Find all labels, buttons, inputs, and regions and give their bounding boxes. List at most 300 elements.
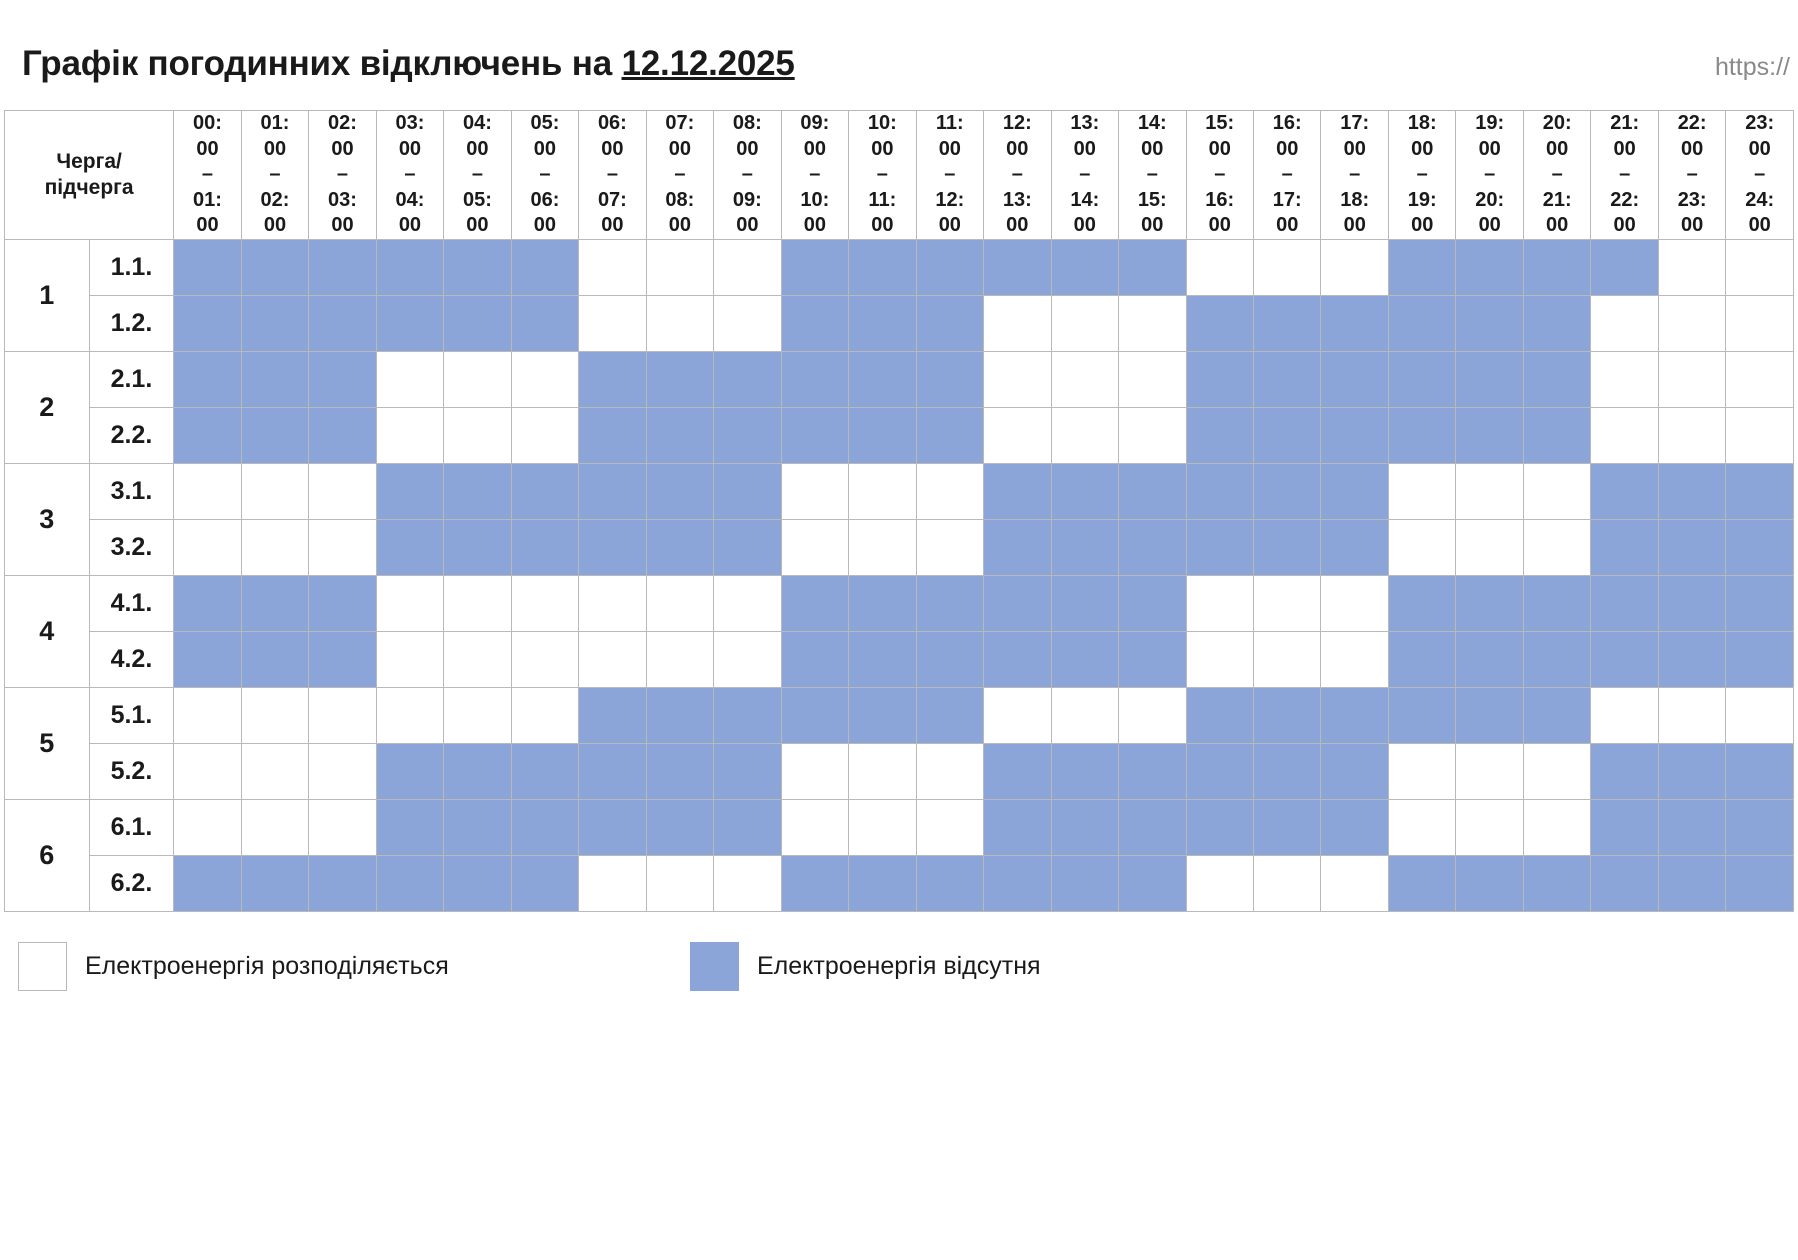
hour-header [1658,111,1725,240]
table-row [5,799,1794,855]
cell-power-off [1119,463,1186,519]
cell-power-on [444,631,511,687]
cell-power-off [1591,631,1658,687]
cell-power-on [916,799,983,855]
cell-power-off [1186,743,1253,799]
cell-power-on [1456,463,1523,519]
hour-end-hh: 24: [1745,188,1775,211]
cell-power-off [174,351,241,407]
hour-start-mm: 00 [1681,137,1704,160]
cell-power-off [1119,799,1186,855]
cell-power-off [1321,407,1388,463]
hour-start-hh: 03: [395,112,425,134]
cell-power-off [241,351,308,407]
hour-header [241,111,308,240]
table-row [5,519,1794,575]
cell-power-off [1321,463,1388,519]
cell-power-on [241,519,308,575]
cell-power-on [1658,351,1725,407]
cell-power-off [1051,799,1118,855]
cell-power-off [1658,799,1725,855]
hour-end-hh: 23: [1677,188,1707,211]
hour-start-hh: 15: [1205,112,1235,134]
cell-power-on [241,743,308,799]
hour-start-mm: 00 [803,137,826,160]
cell-power-on [376,407,443,463]
cell-power-off [781,407,848,463]
hour-start-mm: 00 [1411,137,1434,160]
cell-power-off [1254,463,1321,519]
cell-power-on [309,519,376,575]
cell-power-off [714,351,781,407]
hour-end-hh: 11: [868,188,897,211]
cell-power-off [376,295,443,351]
cell-power-off [916,351,983,407]
cell-power-off [309,407,376,463]
cell-power-off [646,407,713,463]
cell-power-off [579,407,646,463]
cell-power-on [646,295,713,351]
cell-power-on [1591,407,1658,463]
hour-start-hh: 00: [193,112,222,134]
cell-power-off [1726,575,1794,631]
corner-header-line2: підчерга [44,175,134,199]
cell-power-off [174,295,241,351]
cell-power-on [1523,743,1590,799]
cell-power-off [444,519,511,575]
cell-power-off [916,575,983,631]
cell-power-on [714,295,781,351]
cell-power-on [1186,631,1253,687]
cell-power-off [1456,687,1523,743]
cell-power-off [241,575,308,631]
hour-header [309,111,376,240]
cell-power-off [1726,743,1794,799]
hour-start-hh: 23: [1745,112,1775,134]
cell-power-on [1388,799,1455,855]
table-row [5,575,1794,631]
cell-power-on [984,407,1051,463]
hour-start-hh: 17: [1340,112,1370,134]
cell-power-off [849,351,916,407]
cell-power-off [241,631,308,687]
cell-power-off [1051,855,1118,911]
hour-end-hh: 09: [732,188,762,211]
cell-power-off [241,855,308,911]
cell-power-off [1119,855,1186,911]
cell-power-on [714,631,781,687]
cell-power-on [174,799,241,855]
hour-header [646,111,713,240]
table-row [5,463,1794,519]
cell-power-off [1658,743,1725,799]
legend-item-power-off [690,942,1041,991]
cell-power-off [1591,575,1658,631]
cell-power-off [1726,519,1794,575]
hour-dash: – [1619,163,1631,186]
cell-power-on [174,463,241,519]
hour-end-hh: 15: [1137,188,1167,211]
cell-power-on [1658,295,1725,351]
subqueue-label: 2.2. [89,407,174,463]
cell-power-off [714,687,781,743]
hour-dash: – [1079,163,1091,186]
hour-header [781,111,848,240]
hour-start-mm: 00 [1546,137,1569,160]
cell-power-on [376,631,443,687]
cell-power-on [1321,631,1388,687]
hour-end-mm: 00 [736,214,759,237]
hour-header [714,111,781,240]
cell-power-on [1119,687,1186,743]
hour-start-mm: 00 [1478,137,1501,160]
cell-power-on [1726,687,1794,743]
hour-end-hh: 17: [1272,188,1302,211]
table-row [5,407,1794,463]
cell-power-on [511,687,578,743]
cell-power-on [579,295,646,351]
cell-power-off [511,519,578,575]
cell-power-on [1658,687,1725,743]
cell-power-on [1186,575,1253,631]
hour-end-mm: 00 [1343,214,1366,237]
cell-power-on [916,519,983,575]
cell-power-off [984,575,1051,631]
cell-power-on [309,743,376,799]
hour-start-hh: 13: [1070,112,1100,134]
cell-power-off [1726,463,1794,519]
cell-power-off [174,239,241,295]
cell-power-on [511,631,578,687]
cell-power-off [1254,519,1321,575]
queue-label: 6 [5,799,90,911]
cell-power-off [1658,855,1725,911]
cell-power-off [1388,631,1455,687]
cell-power-off [1523,687,1590,743]
cell-power-off [1186,407,1253,463]
subqueue-label: 2.1. [89,351,174,407]
hour-start-hh: 04: [462,112,492,134]
cell-power-off [1186,519,1253,575]
cell-power-on [984,351,1051,407]
hour-start-hh: 11: [935,112,964,134]
hour-end-hh: 01: [193,188,222,211]
hour-dash: – [876,163,888,186]
cell-power-off [1321,519,1388,575]
cell-power-on [1726,407,1794,463]
cell-power-off [1523,351,1590,407]
cell-power-off [1321,799,1388,855]
hour-dash: – [404,163,416,186]
cell-power-off [1388,239,1455,295]
hour-start-hh: 02: [328,112,357,134]
page-title-date: 12.12.2025 [621,44,795,83]
cell-power-off [1456,351,1523,407]
hour-start-mm: 00 [736,137,759,160]
cell-power-off [511,855,578,911]
hour-start-mm: 00 [601,137,624,160]
cell-power-on [1658,407,1725,463]
hour-start-mm: 00 [196,137,219,160]
cell-power-on [1456,799,1523,855]
hour-end-mm: 00 [1208,214,1231,237]
cell-power-on [714,239,781,295]
corner-header-line1: Черга/ [56,150,122,174]
table-row [5,631,1794,687]
hour-dash: – [471,163,483,186]
subqueue-label: 6.2. [89,855,174,911]
hour-end-hh: 05: [462,188,492,211]
hour-start-mm: 00 [1343,137,1366,160]
cell-power-off [1321,687,1388,743]
cell-power-on [646,855,713,911]
cell-power-off [376,519,443,575]
cell-power-on [1726,239,1794,295]
cell-power-on [1051,295,1118,351]
hour-end-mm: 00 [938,214,961,237]
cell-power-off [444,855,511,911]
cell-power-off [714,519,781,575]
hour-end-mm: 00 [1006,214,1029,237]
cell-power-off [781,295,848,351]
cell-power-on [1119,295,1186,351]
cell-power-on [309,463,376,519]
hour-end-mm: 00 [1276,214,1299,237]
legend-swatch-off [690,942,739,991]
hour-dash: – [1011,163,1023,186]
cell-power-off [309,631,376,687]
cell-power-off [1456,407,1523,463]
cell-power-off [1523,295,1590,351]
cell-power-off [444,799,511,855]
hour-start-hh: 07: [665,112,695,134]
cell-power-on [916,743,983,799]
hour-start-hh: 21: [1610,112,1640,134]
cell-power-off [511,463,578,519]
cell-power-on [1388,743,1455,799]
cell-power-off [916,239,983,295]
cell-power-off [1186,687,1253,743]
cell-power-off [1456,855,1523,911]
cell-power-off [1254,799,1321,855]
cell-power-off [984,519,1051,575]
cell-power-off [849,295,916,351]
cell-power-on [781,463,848,519]
subqueue-label: 6.1. [89,799,174,855]
hour-header [1523,111,1590,240]
hour-end-mm: 00 [668,214,691,237]
hour-start-hh: 18: [1407,112,1437,134]
hour-dash: – [336,163,349,186]
cell-power-off [984,463,1051,519]
cell-power-off [1591,463,1658,519]
hour-end-hh: 07: [597,188,627,211]
cell-power-off [1321,351,1388,407]
hour-header [579,111,646,240]
cell-power-on [174,743,241,799]
table-row [5,351,1794,407]
hour-header [1591,111,1658,240]
cell-power-off [1388,687,1455,743]
hour-start-mm: 00 [938,137,961,160]
cell-power-off [1591,743,1658,799]
cell-power-on [511,407,578,463]
page-title [22,44,795,84]
cell-power-off [984,631,1051,687]
cell-power-off [646,687,713,743]
hour-end-mm: 00 [601,214,624,237]
cell-power-off [849,855,916,911]
hour-start-mm: 00 [871,137,894,160]
cell-power-off [1388,351,1455,407]
hour-dash: – [1754,163,1766,186]
cell-power-off [1591,519,1658,575]
cell-power-on [781,799,848,855]
hour-dash: – [201,163,214,186]
hour-end-hh: 21: [1542,188,1572,211]
cell-power-off [1119,239,1186,295]
cell-power-off [309,855,376,911]
hour-start-hh: 09: [800,112,830,134]
hour-end-hh: 18: [1340,188,1370,211]
cell-power-off [1119,743,1186,799]
cell-power-off [1658,575,1725,631]
cell-power-off [1726,631,1794,687]
hour-dash: – [1551,163,1563,186]
cell-power-on [1051,351,1118,407]
hour-end-hh: 13: [1002,188,1032,211]
cell-power-off [1254,743,1321,799]
cell-power-off [1051,631,1118,687]
queue-label: 4 [5,575,90,687]
hour-start-mm: 00 [533,137,557,160]
hour-start-hh: 05: [530,112,560,134]
cell-power-on [646,631,713,687]
table-row [5,743,1794,799]
cell-power-on [1591,351,1658,407]
cell-power-off [1726,855,1794,911]
legend-item-power-on [18,942,690,991]
cell-power-off [1523,239,1590,295]
cell-power-on [376,351,443,407]
cell-power-off [1456,295,1523,351]
cell-power-off [1051,239,1118,295]
hour-start-mm: 00 [398,137,422,160]
hour-start-hh: 19: [1475,112,1505,134]
cell-power-off [849,239,916,295]
cell-power-on [1186,239,1253,295]
cell-power-off [1456,239,1523,295]
hour-start-hh: 16: [1272,112,1302,134]
cell-power-off [1388,407,1455,463]
cell-power-off [1658,631,1725,687]
cell-power-off [174,855,241,911]
cell-power-on [849,799,916,855]
header-row [5,111,1794,240]
cell-power-on [579,855,646,911]
table-row [5,295,1794,351]
hour-start-hh: 12: [1002,112,1032,134]
cell-power-off [174,575,241,631]
cell-power-off [1523,855,1590,911]
cell-power-off [1051,575,1118,631]
cell-power-off [444,295,511,351]
subqueue-label: 1.2. [89,295,174,351]
cell-power-off [646,519,713,575]
hour-start-mm: 00 [466,137,489,160]
hour-start-mm: 00 [1006,137,1029,160]
cell-power-off [916,855,983,911]
cell-power-on [376,687,443,743]
hour-header [1254,111,1321,240]
hour-end-mm: 00 [871,214,894,237]
hour-end-hh: 19: [1407,188,1437,211]
cell-power-off [511,239,578,295]
cell-power-on [511,351,578,407]
cell-power-on [444,575,511,631]
cell-power-off [1051,519,1118,575]
hour-dash: – [674,163,686,186]
cell-power-on [646,575,713,631]
cell-power-off [781,575,848,631]
cell-power-off [646,463,713,519]
cell-power-on [1119,407,1186,463]
cell-power-off [781,855,848,911]
legend-swatch-on [18,942,67,991]
cell-power-off [1456,575,1523,631]
cell-power-off [1119,631,1186,687]
hour-end-mm: 00 [1546,214,1569,237]
schedule-table-wrap [0,110,1798,912]
hour-start-mm: 00 [331,137,354,160]
cell-power-off [1658,519,1725,575]
hour-end-mm: 00 [263,214,287,237]
cell-power-off [916,407,983,463]
schedule-table-head [5,111,1794,240]
cell-power-on [241,463,308,519]
cell-power-off [1254,407,1321,463]
cell-power-off [646,743,713,799]
hour-end-mm: 00 [331,214,354,237]
cell-power-on [984,295,1051,351]
cell-power-off [1186,799,1253,855]
cell-power-on [1523,519,1590,575]
cell-power-on [1456,743,1523,799]
cell-power-off [1186,295,1253,351]
hour-end-mm: 00 [533,214,557,237]
cell-power-on [1051,407,1118,463]
cell-power-on [849,519,916,575]
hour-start-hh: 10: [867,112,897,134]
cell-power-on [1186,855,1253,911]
hour-header [916,111,983,240]
cell-power-off [916,631,983,687]
cell-power-off [1591,855,1658,911]
cell-power-off [646,799,713,855]
subqueue-label: 1.1. [89,239,174,295]
hour-header [376,111,443,240]
cell-power-off [916,295,983,351]
cell-power-off [511,799,578,855]
cell-power-off [714,743,781,799]
cell-power-off [309,239,376,295]
cell-power-on [1726,295,1794,351]
hour-end-hh: 03: [328,188,357,211]
hour-header [1726,111,1794,240]
cell-power-on [1254,575,1321,631]
hour-header [1119,111,1186,240]
cell-power-off [579,687,646,743]
